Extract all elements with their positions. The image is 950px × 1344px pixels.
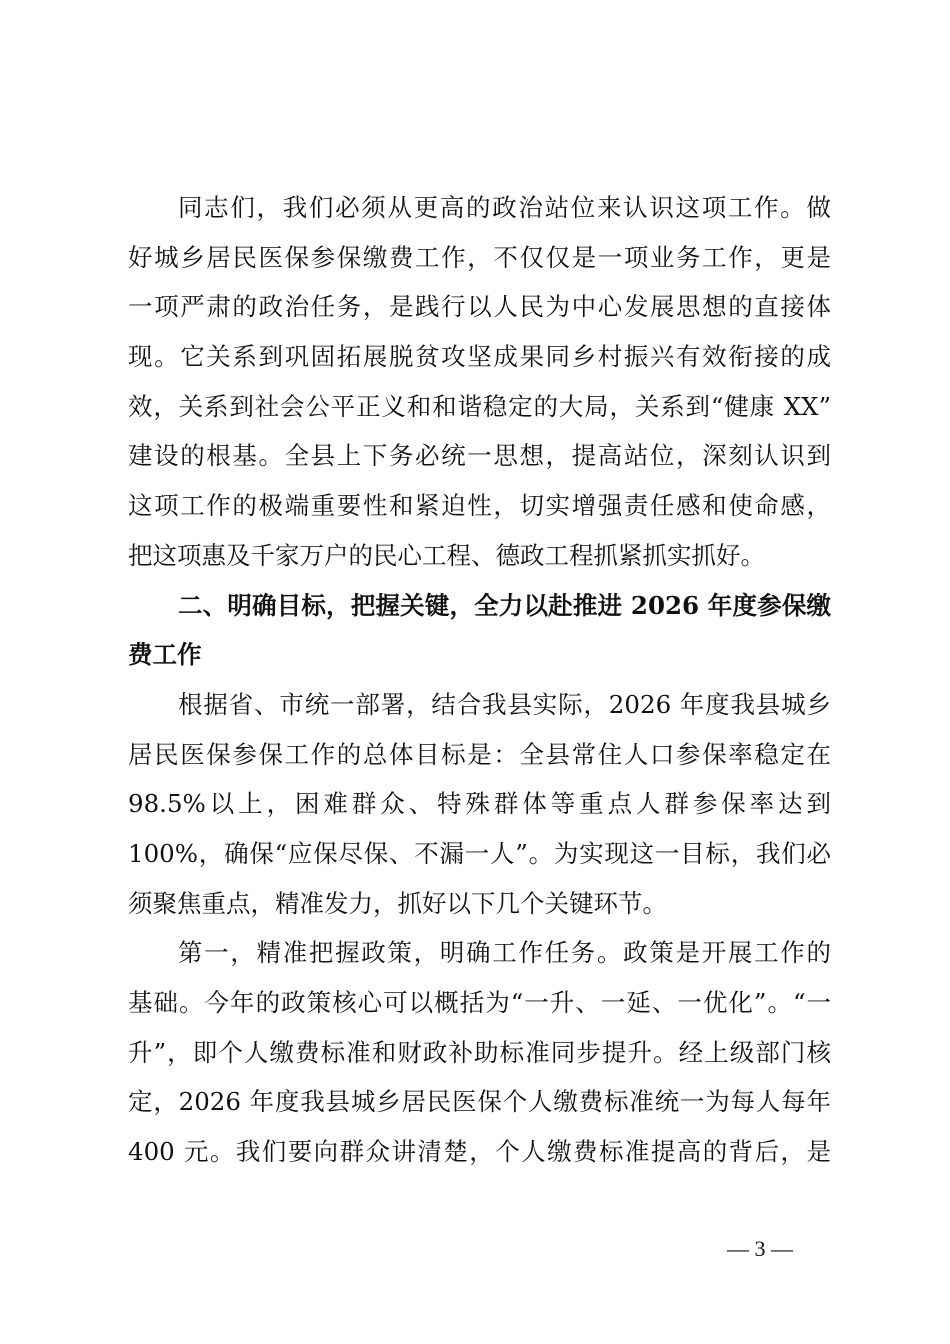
paragraph-political-significance — [128, 183, 831, 581]
heading-line: 费工作 — [128, 640, 202, 670]
text-line: 这项工作的极端重要性和紧迫性，切实增强责任感和使命感， — [128, 491, 831, 521]
text-line: 一项严肃的政治任务，是践行以人民为中心发展思想的直接体 — [128, 292, 831, 322]
section-heading — [128, 581, 831, 680]
text-line: 建设的根基。全县上下务必统一思想，提高站位，深刻认识到 — [128, 441, 831, 471]
text-line: 根据省、市统一部署，结合我县实际，2026 年度我县城乡 — [178, 689, 831, 719]
text-line: 定，2026 年度我县城乡居民医保个人缴费标准统一为每人每年 — [128, 1087, 831, 1117]
text-line: 居民医保参保工作的总体目标是：全县常住人口参保率稳定在 — [128, 739, 831, 769]
text-line: 同志们，我们必须从更高的政治站位来认识这项工作。做 — [178, 193, 831, 222]
text-line: 现。它关系到巩固拓展脱贫攻坚成果同乡村振兴有效衔接的成 — [128, 342, 831, 372]
text-line: 好城乡居民医保参保缴费工作，不仅仅是一项业务工作，更是 — [128, 242, 831, 272]
text-line: 400 元。我们要向群众讲清楚，个人缴费标准提高的背后，是 — [128, 1137, 831, 1167]
text-line: 基础。今年的政策核心可以概括为“一升、一延、一优化”。“一 — [128, 988, 831, 1017]
text-line: 100%，确保“应保尽保、不漏一人”。为实现这一目标，我们必 — [128, 838, 831, 868]
text-line: 升”，即个人缴费标准和财政补助标准同步提升。经上级部门核 — [128, 1037, 831, 1067]
paragraph-overall-goal — [128, 680, 831, 928]
text-line: 第一，精准把握政策，明确工作任务。政策是开展工作的 — [178, 938, 831, 968]
page-number: — 3 — — [727, 1236, 793, 1261]
document-body — [128, 183, 831, 1177]
heading-line: 二、明确目标，把握关键，全力以赴推进 2026 年度参保缴 — [178, 590, 831, 620]
text-line: 98.5%以上，困难群众、特殊群体等重点人群参保率达到 — [128, 789, 831, 819]
text-line: 把这项惠及千家万户的民心工程、德政工程抓紧抓实抓好。 — [128, 540, 765, 570]
paragraph-policy — [128, 928, 831, 1176]
text-line: 须聚焦重点，精准发力，抓好以下几个关键环节。 — [128, 888, 667, 918]
text-line: 效，关系到社会公平正义和和谐稳定的大局，关系到“健康 XX” — [128, 391, 831, 421]
